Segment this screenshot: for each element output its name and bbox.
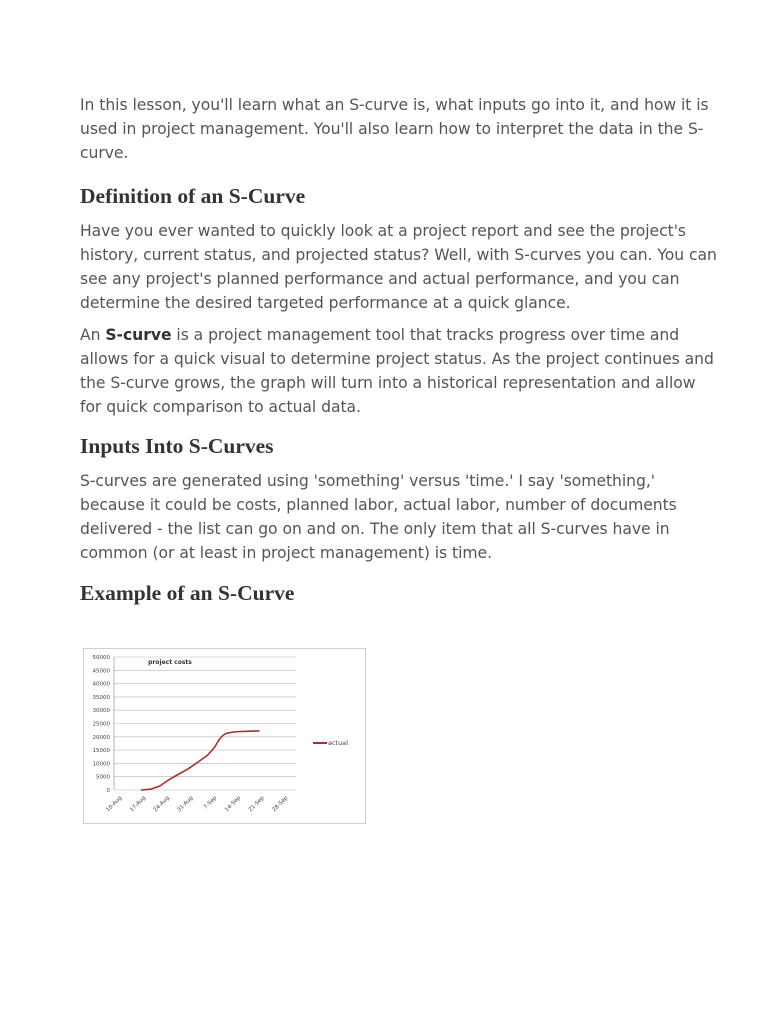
y-tick-label: 20000 xyxy=(92,734,110,741)
article-content xyxy=(80,93,720,616)
x-tick-label: 28-Sep xyxy=(271,795,290,814)
y-tick-label: 25000 xyxy=(92,721,110,728)
y-tick-label: 15000 xyxy=(92,748,110,755)
heading-example: Example of an S-Curve xyxy=(80,581,295,605)
chart-svg xyxy=(84,649,365,823)
chart-title: project costs xyxy=(148,659,192,666)
intro-paragraph: In this lesson, you'll learn what an S-curve is, what inputs go into it, and how it is used in project management. You'll also learn how to interpret the data in the S-curve. xyxy=(80,96,709,162)
x-tick-label: 24-Aug xyxy=(152,795,171,814)
x-tick-label: 10-Aug xyxy=(105,795,124,814)
s-curve-chart xyxy=(83,648,366,824)
inputs-paragraph: S-curves are generated using 'something' versus 'time.' I say 'something,' because it could be costs, planned labor, actual labor, number of documents delivered - the list can go on and on. The only item that all S-curves have in common (or at least in project management) is time. xyxy=(80,472,677,562)
y-tick-label: 40000 xyxy=(92,681,110,688)
y-tick-label: 45000 xyxy=(92,668,110,675)
y-tick-label: 35000 xyxy=(92,694,110,701)
x-tick-label: 14-Sep xyxy=(224,795,242,814)
y-tick-label: 50000 xyxy=(92,655,110,661)
y-tick-label: 30000 xyxy=(92,708,110,715)
x-tick-label: 7-Sep xyxy=(202,795,219,811)
y-tick-label: 0 xyxy=(106,788,110,794)
definition-paragraph-2 xyxy=(80,323,720,419)
series-line-actual xyxy=(141,731,260,790)
x-tick-label: 21-Sep xyxy=(247,795,266,814)
legend-label: actual xyxy=(328,739,349,747)
definition-prefix: An xyxy=(80,326,106,344)
definition-paragraph-1: Have you ever wanted to quickly look at a project report and see the project's history, current status, and projected status? Well, with S-curves you can. You can see any project's planned performance and actual performance, and you can determine the desired targeted performance at a quick glance. xyxy=(80,222,717,312)
heading-definition: Definition of an S-Curve xyxy=(80,184,306,208)
y-tick-label: 10000 xyxy=(92,761,110,768)
x-tick-label: 31-Aug xyxy=(176,795,195,814)
definition-rest: is a project management tool that tracks progress over time and allows for a quick visual to determine project status. As the project continues and the S-curve grows, the graph will turn into a historical representation and allow for quick comparison to actual data. xyxy=(80,326,714,416)
y-tick-label: 5000 xyxy=(96,774,110,781)
heading-inputs: Inputs Into S-Curves xyxy=(80,434,274,458)
s-curve-term: S-curve xyxy=(105,326,172,344)
x-tick-label: 17-Aug xyxy=(129,795,148,814)
